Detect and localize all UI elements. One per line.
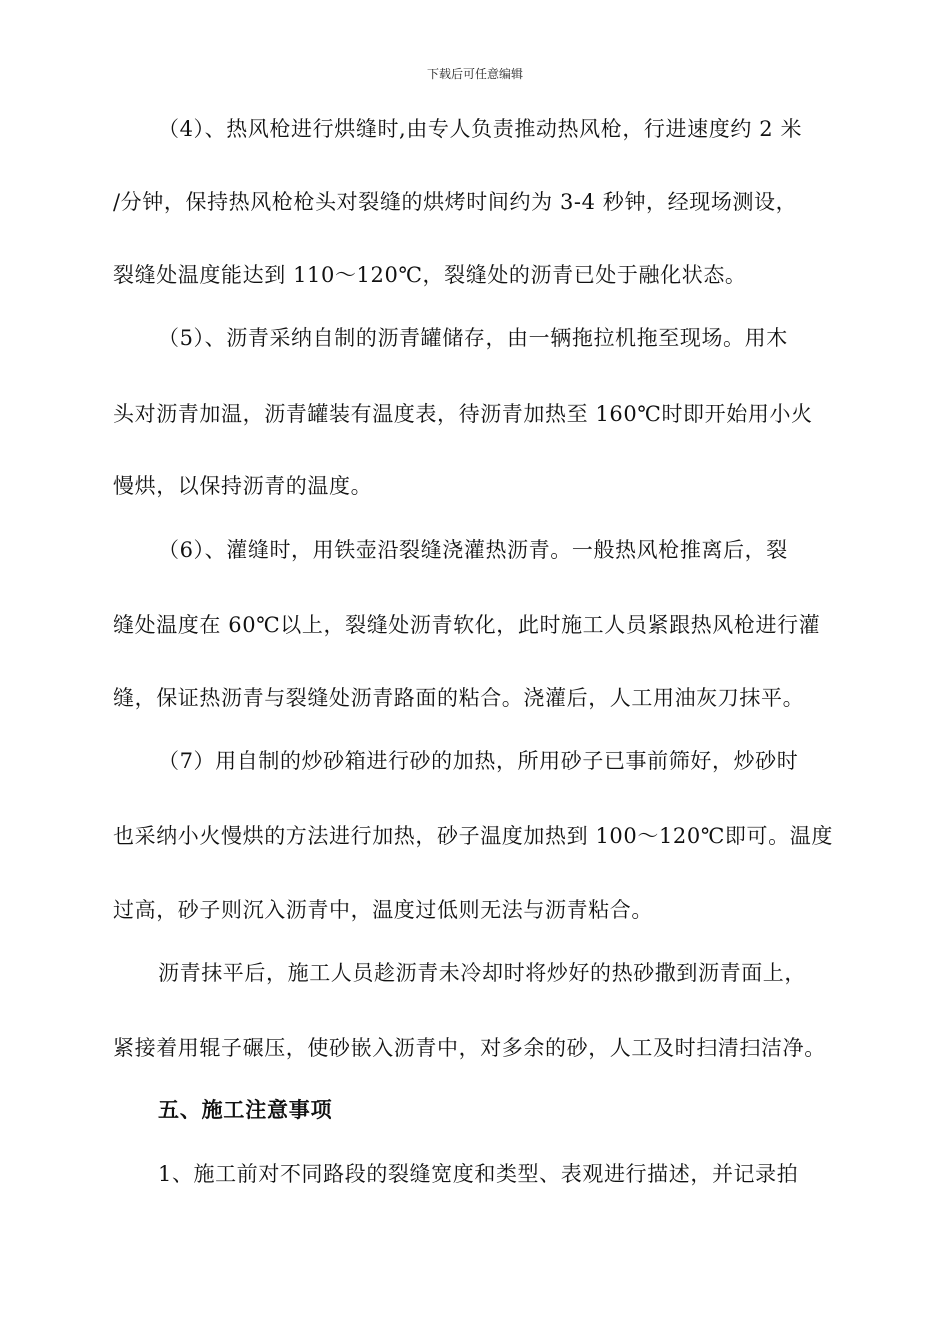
paragraph-5-line-2: 头对沥青加温，沥青罐装有温度表，待沥青加热至 160℃时即开始用小火	[113, 402, 813, 426]
paragraph-8-line-2: 紧接着用辊子碾压，使砂嵌入沥青中，对多余的砂，人工及时扫清扫洁净。	[113, 1036, 826, 1060]
paragraph-4-line-1: （4）、热风枪进行烘缝时,由专人负责推动热风枪，行进速度约 2 米	[158, 117, 803, 141]
paragraph-7-line-1: （7）用自制的炒砂箱进行砂的加热，所用砂子已事前筛好，炒砂时	[158, 749, 799, 773]
paragraph-7-line-2: 也采纳小火慢烘的方法进行加热，砂子温度加热到 100～120℃即可。温度	[113, 824, 833, 848]
paragraph-6-line-2: 缝处温度在 60℃以上，裂缝处沥青软化，此时施工人员紧跟热风枪进行灌	[113, 613, 821, 637]
paragraph-6-line-3: 缝，保证热沥青与裂缝处沥青路面的粘合。浇灌后，人工用油灰刀抹平。	[113, 686, 805, 710]
paragraph-4-line-2: /分钟，保持热风枪枪头对裂缝的烘烤时间约为 3-4 秒钟，经现场测设，	[113, 190, 798, 214]
paragraph-7-line-3: 过高，砂子则沉入沥青中，温度过低则无法与沥青粘合。	[113, 898, 653, 922]
page-header: 下载后可任意编辑	[426, 67, 523, 81]
paragraph-5-line-3: 慢烘，以保持沥青的温度。	[113, 474, 373, 498]
paragraph-6-line-1: （6）、灌缝时，用铁壶沿裂缝浇灌热沥青。一般热风枪推离后，裂	[158, 538, 788, 562]
section-item-1: 1、施工前对不同路段的裂缝宽度和类型、表观进行描述，并记录拍	[158, 1162, 799, 1186]
paragraph-4-line-3: 裂缝处温度能达到 110～120℃，裂缝处的沥青已处于融化状态。	[113, 263, 747, 287]
paragraph-5-line-1: （5）、沥青采纳自制的沥青罐储存，由一辆拖拉机拖至现场。用木	[158, 326, 788, 350]
section-heading: 五、施工注意事项	[158, 1098, 333, 1122]
paragraph-8-line-1: 沥青抹平后，施工人员趁沥青未冷却时将炒好的热砂撒到沥青面上，	[158, 961, 806, 985]
